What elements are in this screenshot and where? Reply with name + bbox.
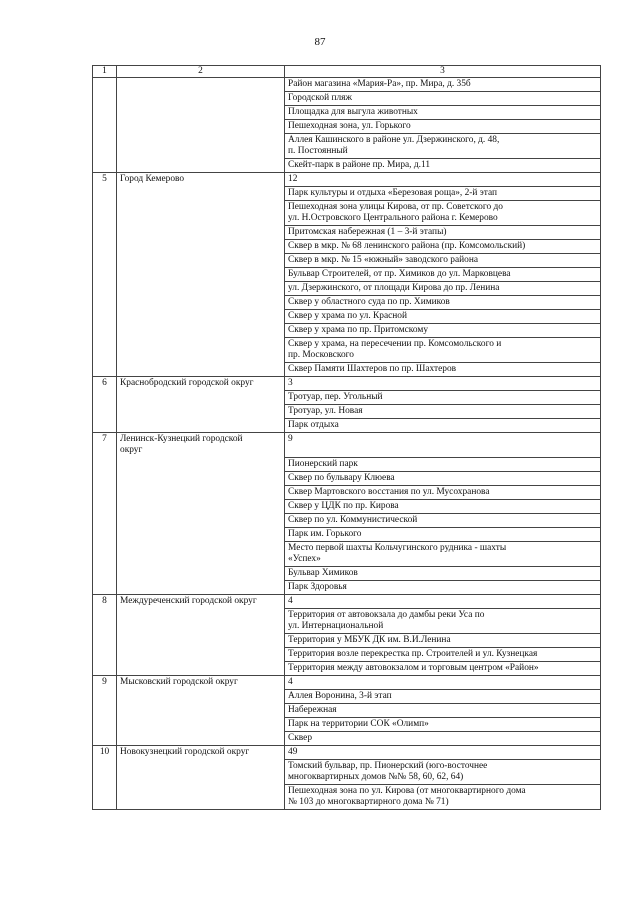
- row-number-cell: [93, 338, 117, 363]
- row-number-cell: [93, 661, 117, 675]
- municipality-cell: [117, 120, 285, 134]
- row-number-cell: [93, 419, 117, 433]
- row-number-cell: [93, 580, 117, 594]
- territory-cell: Томский бульвар, пр. Пионерский (юго-восточнее многоквартирных домов №№ 58, 60, 62, 64): [285, 759, 601, 784]
- municipality-cell: [117, 661, 285, 675]
- municipality-cell: [117, 106, 285, 120]
- territory-cell: Пешеходная зона, ул. Горького: [285, 120, 601, 134]
- territory-cell: Пешеходная зона по ул. Кирова (от многоквартирного дома № 103 до многоквартирного дома № 71): [285, 784, 601, 809]
- municipality-cell: [117, 731, 285, 745]
- municipality-cell: [117, 159, 285, 173]
- row-number-cell: [93, 324, 117, 338]
- table-row: [93, 310, 601, 324]
- table-row: [93, 717, 601, 731]
- page-number: 87: [314, 36, 326, 48]
- table-row: [93, 527, 601, 541]
- table-row: [93, 633, 601, 647]
- table-body: [93, 78, 601, 810]
- row-number-cell: [93, 296, 117, 310]
- table-row: [93, 471, 601, 485]
- territory-cell: Парк Здоровья: [285, 580, 601, 594]
- territory-count-cell: 3: [285, 377, 601, 391]
- territory-cell: Парк культуры и отдыха «Березовая роща», 2-й этап: [285, 187, 601, 201]
- municipality-cell: Мысковский городской округ: [117, 675, 285, 689]
- table-row: [93, 296, 601, 310]
- table-row: [93, 226, 601, 240]
- row-number-cell: [93, 159, 117, 173]
- table-row: [93, 240, 601, 254]
- territory-cell: Бульвар Химиков: [285, 566, 601, 580]
- territory-cell: Сквер у храма, на пересечении пр. Комсомольского и пр. Московского: [285, 338, 601, 363]
- table-header: [93, 66, 601, 78]
- municipality-cell: [117, 485, 285, 499]
- municipality-cell: [117, 268, 285, 282]
- row-number-cell: [93, 471, 117, 485]
- table-row: [93, 268, 601, 282]
- municipality-cell: [117, 310, 285, 324]
- row-number-cell: [93, 78, 117, 92]
- row-number-cell: [93, 363, 117, 377]
- table-row: [93, 92, 601, 106]
- row-number-cell: [93, 717, 117, 731]
- municipality-cell: [117, 254, 285, 268]
- row-number-cell: [93, 566, 117, 580]
- row-number-cell: [93, 405, 117, 419]
- table-row: [93, 419, 601, 433]
- territory-cell: Сквер по бульвару Клюева: [285, 471, 601, 485]
- table-row: [93, 173, 601, 187]
- territory-cell: Сквер у храма по ул. Красной: [285, 310, 601, 324]
- row-number-cell: 9: [93, 675, 117, 689]
- territory-cell: Набережная: [285, 703, 601, 717]
- municipality-cell: [117, 201, 285, 226]
- row-number-cell: [93, 485, 117, 499]
- municipality-cell: [117, 457, 285, 471]
- table-row: [93, 703, 601, 717]
- row-number-cell: [93, 689, 117, 703]
- table-row: [93, 608, 601, 633]
- table-row: [93, 580, 601, 594]
- header-col-1: 1: [93, 66, 117, 78]
- table-row: [93, 391, 601, 405]
- territory-cell: Территория возле перекрестка пр. Строителей и ул. Кузнецкая: [285, 647, 601, 661]
- table-row: [93, 566, 601, 580]
- row-number-cell: [93, 268, 117, 282]
- row-number-cell: 10: [93, 745, 117, 759]
- row-number-cell: [93, 240, 117, 254]
- territory-cell: Пионерский парк: [285, 457, 601, 471]
- row-number-cell: 5: [93, 173, 117, 187]
- row-number-cell: [93, 226, 117, 240]
- table-row: [93, 187, 601, 201]
- table-row: [93, 541, 601, 566]
- row-number-cell: [93, 106, 117, 120]
- territory-cell: Сквер у ЦДК по пр. Кирова: [285, 499, 601, 513]
- municipality-cell: Город Кемерово: [117, 173, 285, 187]
- table-row: [93, 647, 601, 661]
- municipality-cell: [117, 689, 285, 703]
- territory-cell: Парк отдыха: [285, 419, 601, 433]
- territory-cell: Парк на территории СОК «Олимп»: [285, 717, 601, 731]
- territory-count-cell: 9: [285, 433, 601, 458]
- territory-count-cell: 12: [285, 173, 601, 187]
- territory-cell: Тротуар, ул. Новая: [285, 405, 601, 419]
- header-col-3: 3: [285, 66, 601, 78]
- territory-cell: Аллея Воронина, 3-й этап: [285, 689, 601, 703]
- territory-cell: Парк им. Горького: [285, 527, 601, 541]
- municipality-cell: [117, 513, 285, 527]
- table-row: [93, 338, 601, 363]
- municipality-cell: [117, 717, 285, 731]
- territory-count-cell: 4: [285, 594, 601, 608]
- territory-cell: Притомская набережная (1 – 3-й этапы): [285, 226, 601, 240]
- territory-count-cell: 49: [285, 745, 601, 759]
- territory-cell: Сквер Памяти Шахтеров по пр. Шахтеров: [285, 363, 601, 377]
- municipality-cell: [117, 391, 285, 405]
- table-row: [93, 120, 601, 134]
- territory-cell: Территория от автовокзала до дамбы реки Уса по ул. Интернациональной: [285, 608, 601, 633]
- territory-cell: ул. Дзержинского, от площади Кирова до пр. Ленина: [285, 282, 601, 296]
- municipality-cell: [117, 703, 285, 717]
- territory-cell: Пешеходная зона улицы Кирова, от пр. Советского до ул. Н.Островского Центрального района г. Кемерово: [285, 201, 601, 226]
- territory-cell: Сквер в мкр. № 68 ленинского района (пр. Комсомольский): [285, 240, 601, 254]
- row-number-cell: [93, 92, 117, 106]
- row-number-cell: [93, 633, 117, 647]
- row-number-cell: 7: [93, 433, 117, 458]
- row-number-cell: 8: [93, 594, 117, 608]
- row-number-cell: [93, 499, 117, 513]
- municipality-cell: [117, 419, 285, 433]
- territory-cell: Сквер по ул. Коммунистической: [285, 513, 601, 527]
- municipality-cell: [117, 134, 285, 159]
- table-row: [93, 377, 601, 391]
- municipality-cell: [117, 527, 285, 541]
- territory-cell: Скейт-парк в районе пр. Мира, д.11: [285, 159, 601, 173]
- table-row: [93, 159, 601, 173]
- row-number-cell: [93, 457, 117, 471]
- territory-cell: Городской пляж: [285, 92, 601, 106]
- table-row: [93, 499, 601, 513]
- table-row: [93, 745, 601, 759]
- table-row: [93, 282, 601, 296]
- municipality-cell: [117, 541, 285, 566]
- municipality-cell: Междуреченский городской округ: [117, 594, 285, 608]
- territory-cell: Аллея Кашинского в районе ул. Дзержинского, д. 48, п. Постоянный: [285, 134, 601, 159]
- row-number-cell: [93, 391, 117, 405]
- municipality-cell: [117, 647, 285, 661]
- territory-cell: Место первой шахты Кольчугинского рудника - шахты «Успех»: [285, 541, 601, 566]
- territory-cell: Сквер у храма по пр. Притомскому: [285, 324, 601, 338]
- row-number-cell: [93, 784, 117, 809]
- header-col-2: 2: [117, 66, 285, 78]
- municipality-cell: [117, 282, 285, 296]
- table-row: [93, 661, 601, 675]
- table-row: [93, 106, 601, 120]
- territory-cell: Сквер в мкр. № 15 «южный» заводского района: [285, 254, 601, 268]
- table-row: [93, 594, 601, 608]
- municipality-cell: [117, 784, 285, 809]
- table-row: [93, 254, 601, 268]
- table-row: [93, 405, 601, 419]
- municipality-cell: [117, 759, 285, 784]
- municipality-cell: [117, 499, 285, 513]
- table-row: [93, 201, 601, 226]
- municipality-cell: Новокузнецкий городской округ: [117, 745, 285, 759]
- municipality-cell: [117, 471, 285, 485]
- row-number-cell: [93, 541, 117, 566]
- municipality-cell: [117, 566, 285, 580]
- row-number-cell: [93, 201, 117, 226]
- territory-cell: Бульвар Строителей, от пр. Химиков до ул. Марковцева: [285, 268, 601, 282]
- municipality-cell: [117, 608, 285, 633]
- municipality-cell: [117, 633, 285, 647]
- territory-count-cell: 4: [285, 675, 601, 689]
- territory-cell: Территория у МБУК ДК им. В.И.Ленина: [285, 633, 601, 647]
- row-number-cell: [93, 731, 117, 745]
- municipality-cell: [117, 296, 285, 310]
- municipality-cell: [117, 324, 285, 338]
- row-number-cell: [93, 134, 117, 159]
- municipality-cell: [117, 338, 285, 363]
- row-number-cell: [93, 527, 117, 541]
- table-row: [93, 324, 601, 338]
- territory-cell: Площадка для выгула животных: [285, 106, 601, 120]
- territory-cell: Тротуар, пер. Угольный: [285, 391, 601, 405]
- table-row: [93, 485, 601, 499]
- table-row: [93, 784, 601, 809]
- row-number-cell: [93, 254, 117, 268]
- table-row: [93, 134, 601, 159]
- row-number-cell: [93, 703, 117, 717]
- municipality-cell: [117, 580, 285, 594]
- table-row: [93, 433, 601, 458]
- territory-cell: Район магазина «Мария-Ра», пр. Мира, д. 35б: [285, 78, 601, 92]
- municipality-cell: [117, 187, 285, 201]
- row-number-cell: 6: [93, 377, 117, 391]
- territory-cell: Сквер Мартовского восстания по ул. Мусохранова: [285, 485, 601, 499]
- municipality-cell: [117, 363, 285, 377]
- municipality-cell: [117, 226, 285, 240]
- municipality-cell: [117, 405, 285, 419]
- table-row: [93, 731, 601, 745]
- row-number-cell: [93, 513, 117, 527]
- territories-table: [92, 65, 601, 810]
- territory-cell: Сквер: [285, 731, 601, 745]
- table-row: [93, 363, 601, 377]
- row-number-cell: [93, 608, 117, 633]
- territory-cell: Сквер у областного суда по пр. Химиков: [285, 296, 601, 310]
- row-number-cell: [93, 310, 117, 324]
- table-row: [93, 689, 601, 703]
- municipality-cell: Ленинск-Кузнецкий городской округ: [117, 433, 285, 458]
- row-number-cell: [93, 647, 117, 661]
- municipality-cell: Краснобродский городской округ: [117, 377, 285, 391]
- table-row: [93, 675, 601, 689]
- territory-cell: Территория между автовокзалом и торговым центром «Район»: [285, 661, 601, 675]
- table-row: [93, 457, 601, 471]
- table-row: [93, 513, 601, 527]
- table-row: [93, 759, 601, 784]
- municipality-cell: [117, 240, 285, 254]
- municipality-cell: [117, 92, 285, 106]
- table-row: [93, 78, 601, 92]
- row-number-cell: [93, 187, 117, 201]
- row-number-cell: [93, 282, 117, 296]
- row-number-cell: [93, 120, 117, 134]
- row-number-cell: [93, 759, 117, 784]
- municipality-cell: [117, 78, 285, 92]
